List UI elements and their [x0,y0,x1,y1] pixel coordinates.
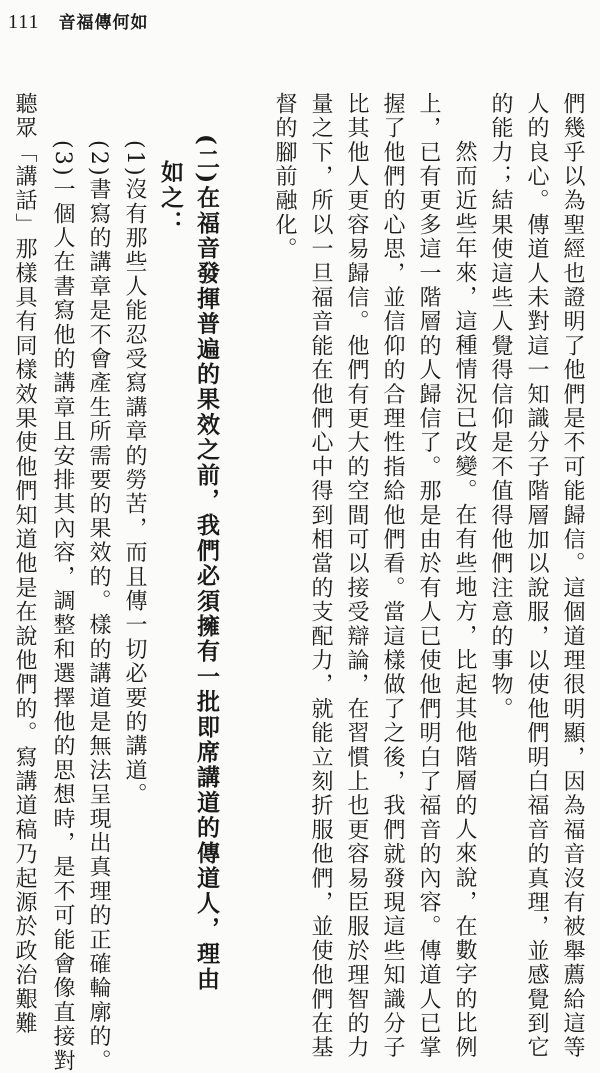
text-column-last: 聽眾「講話」那樣具有同樣效果使他們知道他是在說他們的。寫講道稿乃起源於政治艱難 [12,92,37,1036]
text-column-1: 們幾乎以為聖經也證明了他們是不可能歸信。這個道理很明顯，因為福音沒有被舉薦給這等 [560,92,585,1060]
list-item-3: (3)一個人在書寫他的講章且安排其內容，調整和選擇他的思想時，是不可能會像直接對 [50,140,75,1073]
section-heading-continued: 如之： [157,160,184,236]
book-title: 音福傳何如 [58,13,149,33]
text-column-4: 然而近些年來，這種情況已改變。在有些地方，比起其他階層的人來說，在數字的比例 [452,140,477,1060]
running-header [8,8,149,34]
text-column-9: 督的腳前融化。 [272,92,297,262]
page-number: 111 [8,11,40,33]
text-column-3: 的能力；結果使這些人覺得信仰是不值得他們注意的事物。 [488,92,513,722]
text-column-6: 握了他們的心思，並信仰的合理性指給他們看。當這樣做了之後，我們就發現這些知識分子 [380,92,405,1060]
list-item-2: (2)書寫的講章是不會產生所需要的果效的。樣的講道是無法呈現出真理的正確輪廓的。 [86,140,111,1073]
text-column-5: 上，已有更多這一階層的人歸信了。那是由於有人已使他們明白了福音的內容。傳道人已掌 [416,92,441,1060]
text-column-2: 人的良心。傳道人未對這一知識分子階層加以說服，以使他們明白福音的真理，並感覺到它 [524,92,549,1060]
text-column-7: 比其他人更容易歸信。他們有更大的空間可以接受辯論，在習慣上也更容易臣服於理智的力 [344,92,369,1060]
section-heading: (二)在福音發揮普遍的果效之前，我們必須擁有一批即席講道的傳道人，理由 [193,134,220,992]
text-column-8: 量之下，所以一旦福音能在他們心中得到相當的支配力，就能立刻折服他們，並使他們在基 [308,92,333,1060]
list-item-1: (1)沒有那些人能忍受寫講章的勞苦，而且傳一切必要的講道。 [122,140,147,807]
